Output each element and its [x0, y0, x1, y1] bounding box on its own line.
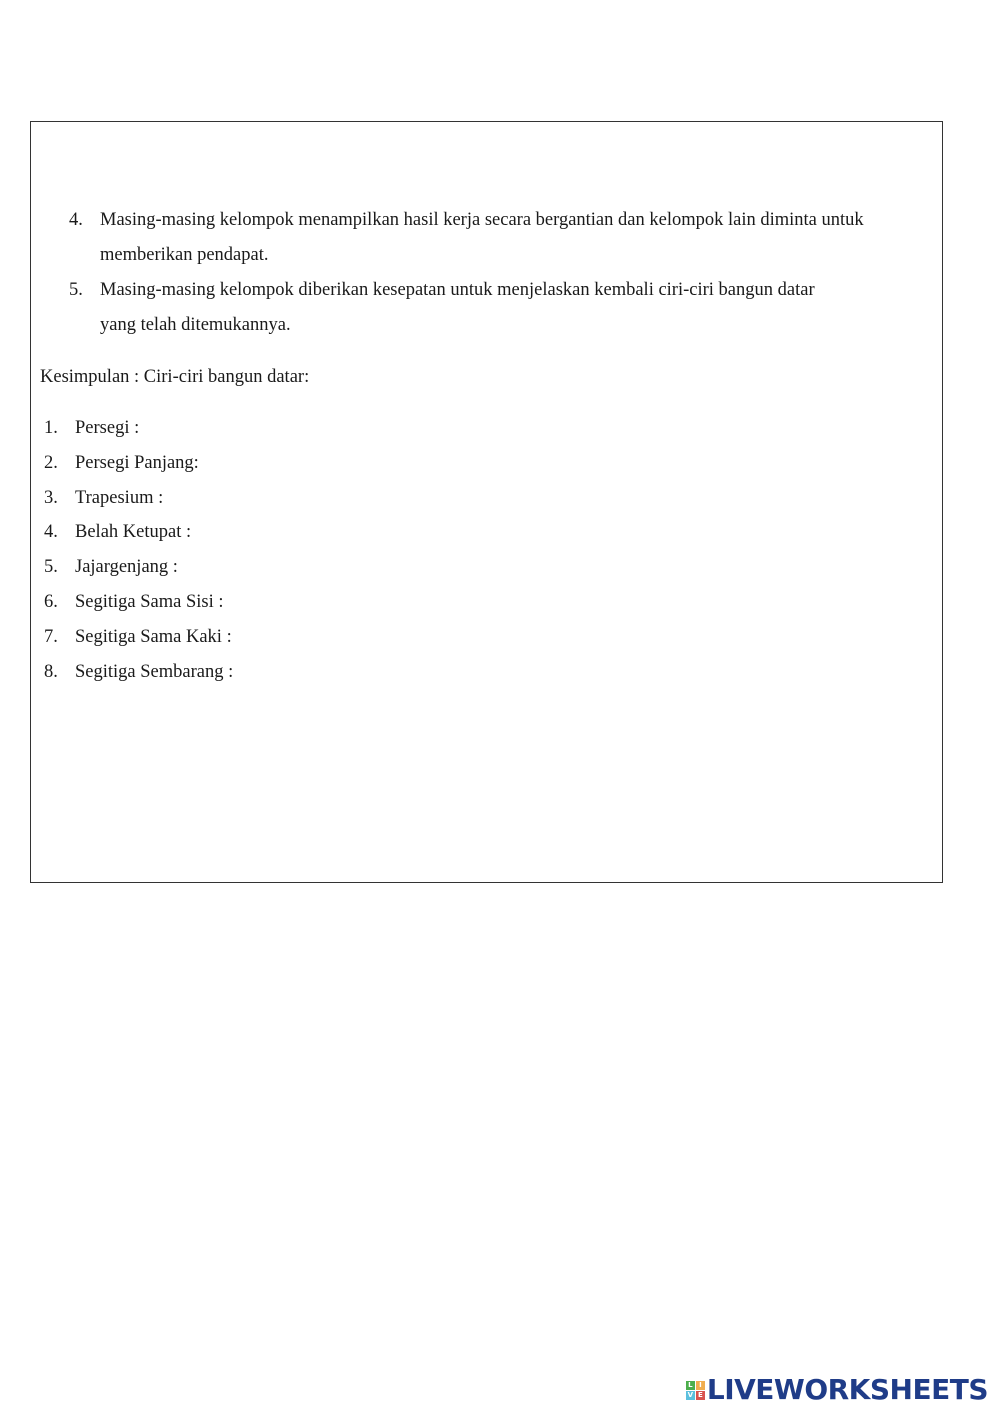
logo-cell: L: [686, 1381, 695, 1390]
logo-cell: V: [687, 1390, 694, 1399]
shape-number: 8.: [44, 661, 58, 682]
step-line: Masing-masing kelompok menampilkan hasil kerja secara bergantian dan kelompok lain diminta untuk: [100, 210, 864, 230]
logo-cell: I: [696, 1381, 705, 1390]
liveworksheets-icon: [686, 1381, 705, 1400]
shape-label: Persegi :: [75, 418, 140, 438]
shape-label: Belah Ketupat :: [75, 522, 192, 543]
shape-label: Segitiga Sembarang :: [75, 661, 234, 682]
shape-label: Trapesium :: [75, 487, 164, 508]
shape-number: 6.: [44, 591, 58, 612]
step-line: memberikan pendapat.: [100, 245, 269, 265]
shape-number: 1.: [44, 418, 58, 438]
shape-number: 2.: [44, 452, 58, 473]
shape-number: 3.: [44, 487, 58, 508]
shape-label: Persegi Panjang:: [75, 452, 199, 473]
step-text: [100, 273, 815, 343]
step-line: Masing-masing kelompok diberikan kesepatan untuk menjelaskan kembali ciri-ciri bangun datar: [100, 280, 815, 300]
conclusion-heading: Kesimpulan : Ciri-ciri bangun datar:: [40, 367, 310, 387]
shape-label: Jajargenjang :: [75, 557, 178, 578]
liveworksheets-logo[interactable]: [686, 1372, 988, 1408]
logo-cell: E: [696, 1391, 705, 1400]
shape-number: 4.: [44, 522, 58, 543]
step-number: 4.: [69, 210, 83, 230]
step-line: yang telah ditemukannya.: [100, 315, 291, 335]
brand-text: LIVEWORKSHEETS: [706, 1373, 988, 1406]
shape-label: Segitiga Sama Kaki :: [75, 626, 232, 647]
shape-number: 7.: [44, 626, 58, 647]
shape-number: 5.: [44, 557, 58, 578]
shape-label: Segitiga Sama Sisi :: [75, 591, 224, 612]
step-number: 5.: [69, 280, 83, 300]
step-text: [100, 203, 864, 273]
worksheet-frame: [30, 121, 943, 883]
